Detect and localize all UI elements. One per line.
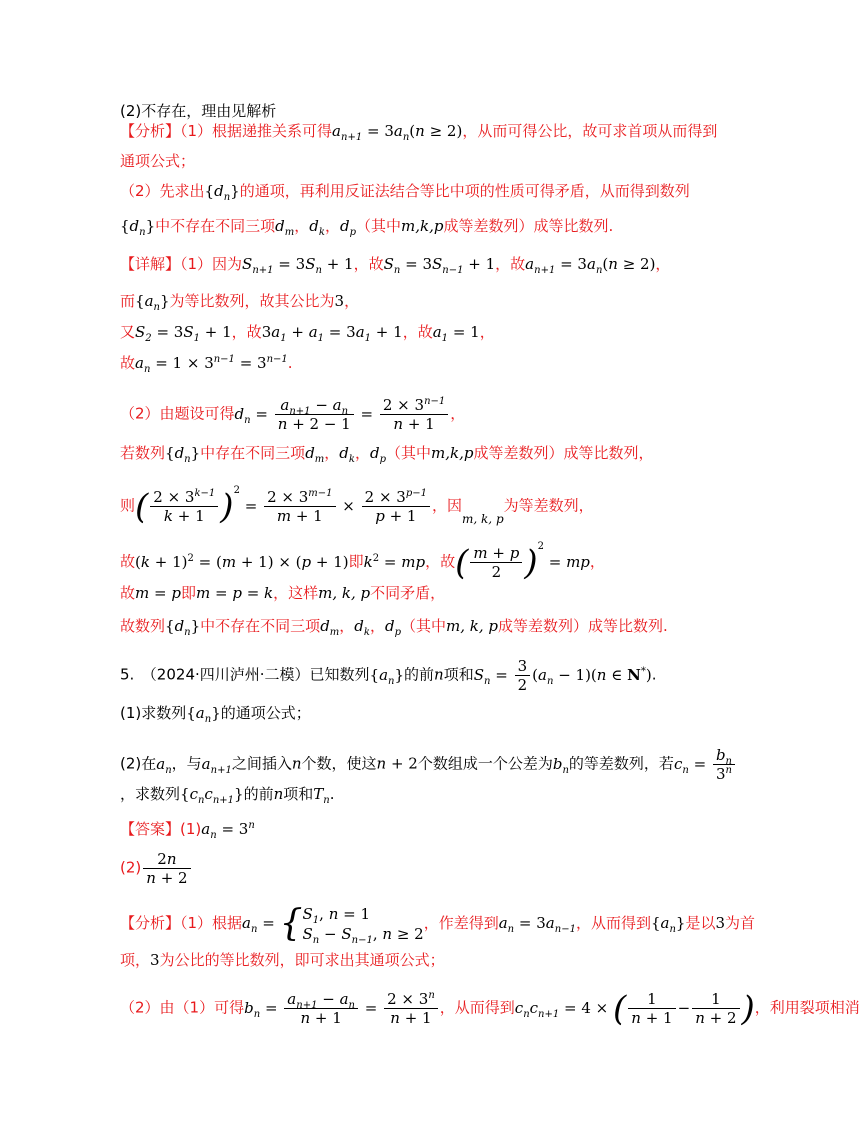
formula: $S_{n+1} = 3S_n + 1$ <box>242 255 354 276</box>
text: . <box>287 354 293 372</box>
doc-line: $\{d_n\}$中不存在不同三项$d_m$，$d_k$，$d_p$（其中m,k,p成等差数列）成等比数列. <box>120 217 614 238</box>
doc-line <box>120 540 605 583</box>
text: 即 <box>348 552 364 571</box>
formula: m, k, p <box>318 584 371 602</box>
formula: m, k, p <box>446 617 499 635</box>
text: 不同矛盾， <box>370 584 446 602</box>
text: ，从而得到 <box>439 998 515 1017</box>
text: 的等差数列，若 <box>568 754 674 773</box>
text: ，这样 <box>273 584 319 602</box>
formula: $d_k$ <box>339 444 355 465</box>
doc-line <box>120 657 656 694</box>
doc-line <box>120 819 255 839</box>
formula: $d_p$ <box>369 444 386 465</box>
text: （其中 <box>355 217 401 235</box>
text: 【详解】（1）因为 <box>120 255 243 273</box>
formula: $a_n = 3^n$ <box>201 820 255 841</box>
formula: $S_n$ = $\frac{3}{2}$ $(a_n - 1)(n$ ∈ N*) <box>473 657 652 694</box>
text: ，求数列 <box>120 785 181 803</box>
text: 为等差数列， <box>503 496 594 515</box>
formula: $\{d_n\}$ <box>165 444 201 465</box>
formula: 3 <box>715 914 726 932</box>
text: 5. （2024·四川泸州·二模）已知数列 <box>120 665 370 684</box>
text: ，故 <box>402 323 433 341</box>
text: (2)在 <box>120 754 157 773</box>
formula: $\{a_n\}$ <box>135 292 170 313</box>
text: （2）由题设可得 <box>120 404 235 423</box>
text: (2)不存在，理由见解析 <box>120 102 277 120</box>
formula: $(k + 1)^2 = (m + 1) \times (p + 1)$ <box>135 552 349 571</box>
doc-line <box>120 583 445 603</box>
text: （其中 <box>401 617 447 635</box>
text: ，故 <box>495 255 526 273</box>
text: 又 <box>120 323 136 341</box>
text: ，作差得到 <box>423 914 499 932</box>
text: . <box>651 665 657 684</box>
formula: ( $\frac{m + p}{2}$ )$^2$ = mp <box>455 540 590 583</box>
text: 【分析】（1）根据 <box>120 914 243 932</box>
formula: $a_n$ = { $S_1$, n = 1 $S_n - S_{n-1}$, n ≥ 2 <box>242 903 424 946</box>
doc-line <box>120 746 737 783</box>
text: ，与 <box>171 754 202 773</box>
text: ，从而可得公比，故可求首项从而得到 <box>462 122 718 140</box>
text: 的前 <box>243 785 274 803</box>
formula: $a_{n+1} = 3a_n(n \ge 2)$ <box>332 122 463 143</box>
text: ， <box>479 323 495 341</box>
text: 若数列 <box>120 444 166 462</box>
formula: n + 2 <box>376 754 418 773</box>
doc-line <box>120 484 594 527</box>
doc-line <box>120 121 717 141</box>
text: 为公比的等比数列，即可求出其通项公式； <box>159 951 445 969</box>
formula: $\{c_nc_{n+1}\}$ <box>180 785 244 806</box>
text: 项， <box>120 951 151 969</box>
formula: $c_nc_{n+1} = 4$ × ( $\frac{1}{n + 1}$ − $\frac{1}{n + 2}$ ) <box>514 988 755 1029</box>
formula: $c_n$ = $\frac{b_n}{3^n}$ <box>674 755 737 773</box>
text: ， <box>655 255 671 273</box>
formula: $\{d_n\}$ <box>204 182 240 203</box>
text: （2）先求出 <box>120 182 205 200</box>
formula: 3 <box>334 292 345 310</box>
doc-line <box>120 396 465 433</box>
text: . <box>329 785 335 803</box>
formula: $\{a_n\}$ <box>650 914 686 935</box>
text: 的前 <box>404 665 435 684</box>
doc-line <box>120 181 690 201</box>
formula: m = p = k <box>195 584 274 602</box>
formula: m,k,p <box>401 217 444 235</box>
text: 通项公式； <box>120 152 196 170</box>
formula: n <box>434 665 444 684</box>
formula: $S_2 = 3S_1 + 1$ <box>135 323 232 344</box>
formula: $a_n$ <box>156 754 172 776</box>
doc-line <box>120 703 311 723</box>
formula: $d_k$ <box>309 217 325 238</box>
formula: $d_p$ <box>339 217 356 238</box>
text: 中不存在不同三项 <box>200 617 321 635</box>
text: 成等差数列）成等比数列. <box>498 617 668 635</box>
formula: $3a_1 + a_1 = 3a_1 + 1$ <box>261 323 403 344</box>
formula: $a_{n+1} = 3a_n(n \ge 2)$ <box>525 255 656 276</box>
text: (1)求数列 <box>120 704 187 722</box>
text: （其中 <box>386 444 432 462</box>
text: ，故 <box>425 552 456 571</box>
text: ， <box>450 404 466 423</box>
doc-line <box>120 322 495 342</box>
text: ， <box>589 552 605 571</box>
text: 的通项公式； <box>220 704 311 722</box>
formula: n <box>291 754 302 773</box>
text: 个数组成一个公差为 <box>417 754 553 773</box>
text: 【分析】（1）根据递推关系可得 <box>120 122 333 140</box>
formula: m,k,p <box>431 444 474 462</box>
text: 【答案】(1) <box>120 820 202 838</box>
doc-line <box>120 101 276 121</box>
formula: ( $\frac{2 \times 3^{k-1}}{k + 1}$ )$^2$ = $\frac{2 \times 3^{m-1}}{m + 1}$ × $\frac{2 \times 3^{p-1}}{p + 1}$ <box>135 497 432 515</box>
formula: $a_n = 1 \times 3^{n-1} = 3^{n-1}$ <box>135 354 288 375</box>
doc-line <box>120 950 445 970</box>
formula: $b_n$ = $\frac{a_{n+1} - a_n}{n + 1}$ = $\frac{2 \times 3^n}{n + 1}$ <box>244 999 440 1017</box>
text: ，从而得到 <box>575 914 651 932</box>
formula: 3 <box>150 951 160 969</box>
doc-line <box>120 353 293 373</box>
doc-line <box>120 850 193 887</box>
formula: $\{d_n\}$ <box>165 617 201 638</box>
formula: m = p <box>135 584 181 602</box>
text: 中不存在不同三项 <box>155 217 276 235</box>
formula: $d_m$ <box>275 217 295 238</box>
doc-line: 故数列$\{d_n\}$中不存在不同三项$d_m$，$d_k$，$d_p$（其中m, k, p成等差数列）成等比数列. <box>120 617 668 638</box>
text: 个数，使这 <box>301 754 377 773</box>
formula: $d_n$ = $\frac{a_{n+1} - a_n}{n + 2 - 1}$ = $\frac{2 \times 3^{n-1}}{n + 1}$ <box>235 405 451 423</box>
doc-line: 若数列$\{d_n\}$中存在不同三项$d_m$，$d_k$，$d_p$（其中m,k,p成等差数列）成等比数列， <box>120 444 654 465</box>
text: （2）由（1）可得 <box>120 998 245 1017</box>
text: 为等比数列，故其公比为 <box>169 292 335 310</box>
text: 是以 <box>685 914 716 932</box>
text: 故数列 <box>120 617 166 635</box>
doc-line <box>120 784 335 804</box>
text: 而 <box>120 292 136 310</box>
formula: $k^2$ = mp <box>363 552 426 571</box>
formula: $\{a_n\}$ <box>186 704 221 725</box>
text: 故 <box>120 354 136 372</box>
formula: $T_n$ <box>313 785 330 806</box>
formula: $d_p$ <box>384 617 401 638</box>
formula: $S_n = 3S_{n-1} + 1$ <box>383 255 496 276</box>
formula: $d_m$ <box>320 617 340 638</box>
text: 成等差数列）成等比数列， <box>473 444 654 462</box>
formula: m, k, p <box>462 511 504 526</box>
doc-line <box>120 904 755 944</box>
text: 项和 <box>443 665 474 684</box>
text: 之间插入 <box>231 754 292 773</box>
doc-line <box>120 291 359 311</box>
text: 成等差数列）成等比数列. <box>443 217 614 235</box>
formula: $b_n$ <box>552 754 569 776</box>
formula: $\{a_n\}$ <box>369 665 405 687</box>
doc-line <box>120 990 860 1027</box>
formula: n <box>273 785 284 803</box>
text: ，因 <box>432 496 463 515</box>
doc-line <box>120 254 670 274</box>
formula: $a_n = 3a_{n-1}$ <box>498 914 576 935</box>
text: 项和 <box>283 785 314 803</box>
text: ，故 <box>231 323 262 341</box>
formula: $d_k$ <box>354 617 370 638</box>
formula: $a_{n+1}$ <box>201 754 232 776</box>
text: ，故 <box>353 255 384 273</box>
text: ， <box>344 292 360 310</box>
formula: $\{d_n\}$ <box>120 217 156 238</box>
formula: $a_1 = 1$ <box>432 323 480 344</box>
text: (2) <box>120 858 142 877</box>
text: ，利用裂项相消 <box>754 998 860 1017</box>
formula: $\frac{2n}{n + 2}$ <box>141 859 192 877</box>
text: 为首 <box>725 914 756 932</box>
text: 故 <box>120 584 136 602</box>
doc-line <box>120 151 195 171</box>
text: 的通项，再利用反证法结合等比中项的性质可得矛盾，从而得到数列 <box>239 182 690 200</box>
text: 则 <box>120 496 136 515</box>
text: 即 <box>180 584 196 602</box>
text: 故 <box>120 552 136 571</box>
formula: $d_m$ <box>305 444 325 465</box>
text: 中存在不同三项 <box>200 444 306 462</box>
